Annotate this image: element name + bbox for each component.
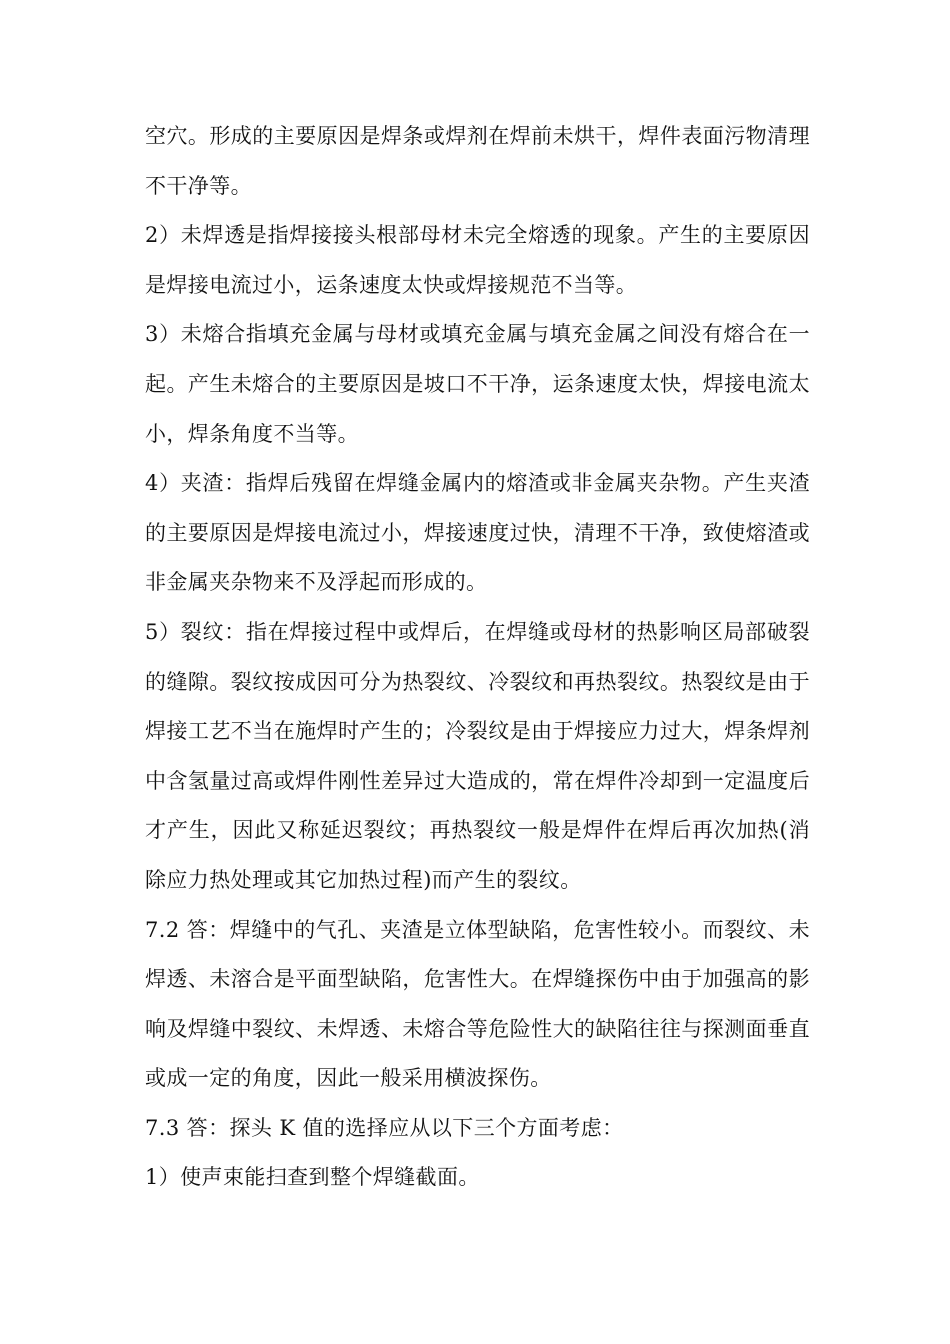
paragraph-answer-7-3: 7.3 答：探头 K 值的选择应从以下三个方面考虑：: [145, 1115, 624, 1140]
document-body: [145, 112, 810, 1203]
paragraph-item-1: 1）使声束能扫查到整个焊缝截面。: [145, 1165, 480, 1190]
paragraph-cracks: 5）裂纹：指在焊接过程中或焊后，在焊缝或母材的热影响区局部破裂的缝隙。裂纹按成因可分为热裂纹、冷裂纹和再热裂纹。热裂纹是由于焊接工艺不当在施焊时产生的；冷裂纹是由于焊接应力过大，焊条焊剂中含氢量过高或焊件刚性差异过大造成的，常在焊件冷却到一定温度后才产生，因此又称延迟裂纹；再热裂纹一般是焊件在焊后再次加热(消除应力热处理或其它加热过程)而产生的裂纹。: [145, 619, 810, 892]
paragraph-answer-7-2: 7.2 答：焊缝中的气孔、夹渣是立体型缺陷，危害性较小。而裂纹、未焊透、未溶合是平面型缺陷，危害性大。在焊缝探伤中由于加强高的影响及焊缝中裂纹、未焊透、未熔合等危险性大的缺陷往往与探测面垂直或成一定的角度，因此一般采用横波探伤。: [145, 917, 810, 1091]
paragraph-lack-of-fusion: 3）未熔合指填充金属与母材或填充金属与填充金属之间没有熔合在一起。产生未熔合的主要原因是坡口不干净，运条速度太快，焊接电流太小，焊条角度不当等。: [145, 322, 810, 446]
paragraph-slag-inclusion: 4）夹渣：指焊后残留在焊缝金属内的熔渣或非金属夹杂物。产生夹渣的主要原因是焊接电流过小，焊接速度过快，清理不干净，致使熔渣或非金属夹杂物来不及浮起而形成的。: [145, 471, 810, 595]
paragraph-continuation: 空穴。形成的主要原因是焊条或焊剂在焊前未烘干，焊件表面污物清理不干净等。: [145, 124, 810, 198]
paragraph-incomplete-penetration: 2）未焊透是指焊接接头根部母材未完全熔透的现象。产生的主要原因是焊接电流过小，运条速度太快或焊接规范不当等。: [145, 223, 810, 297]
